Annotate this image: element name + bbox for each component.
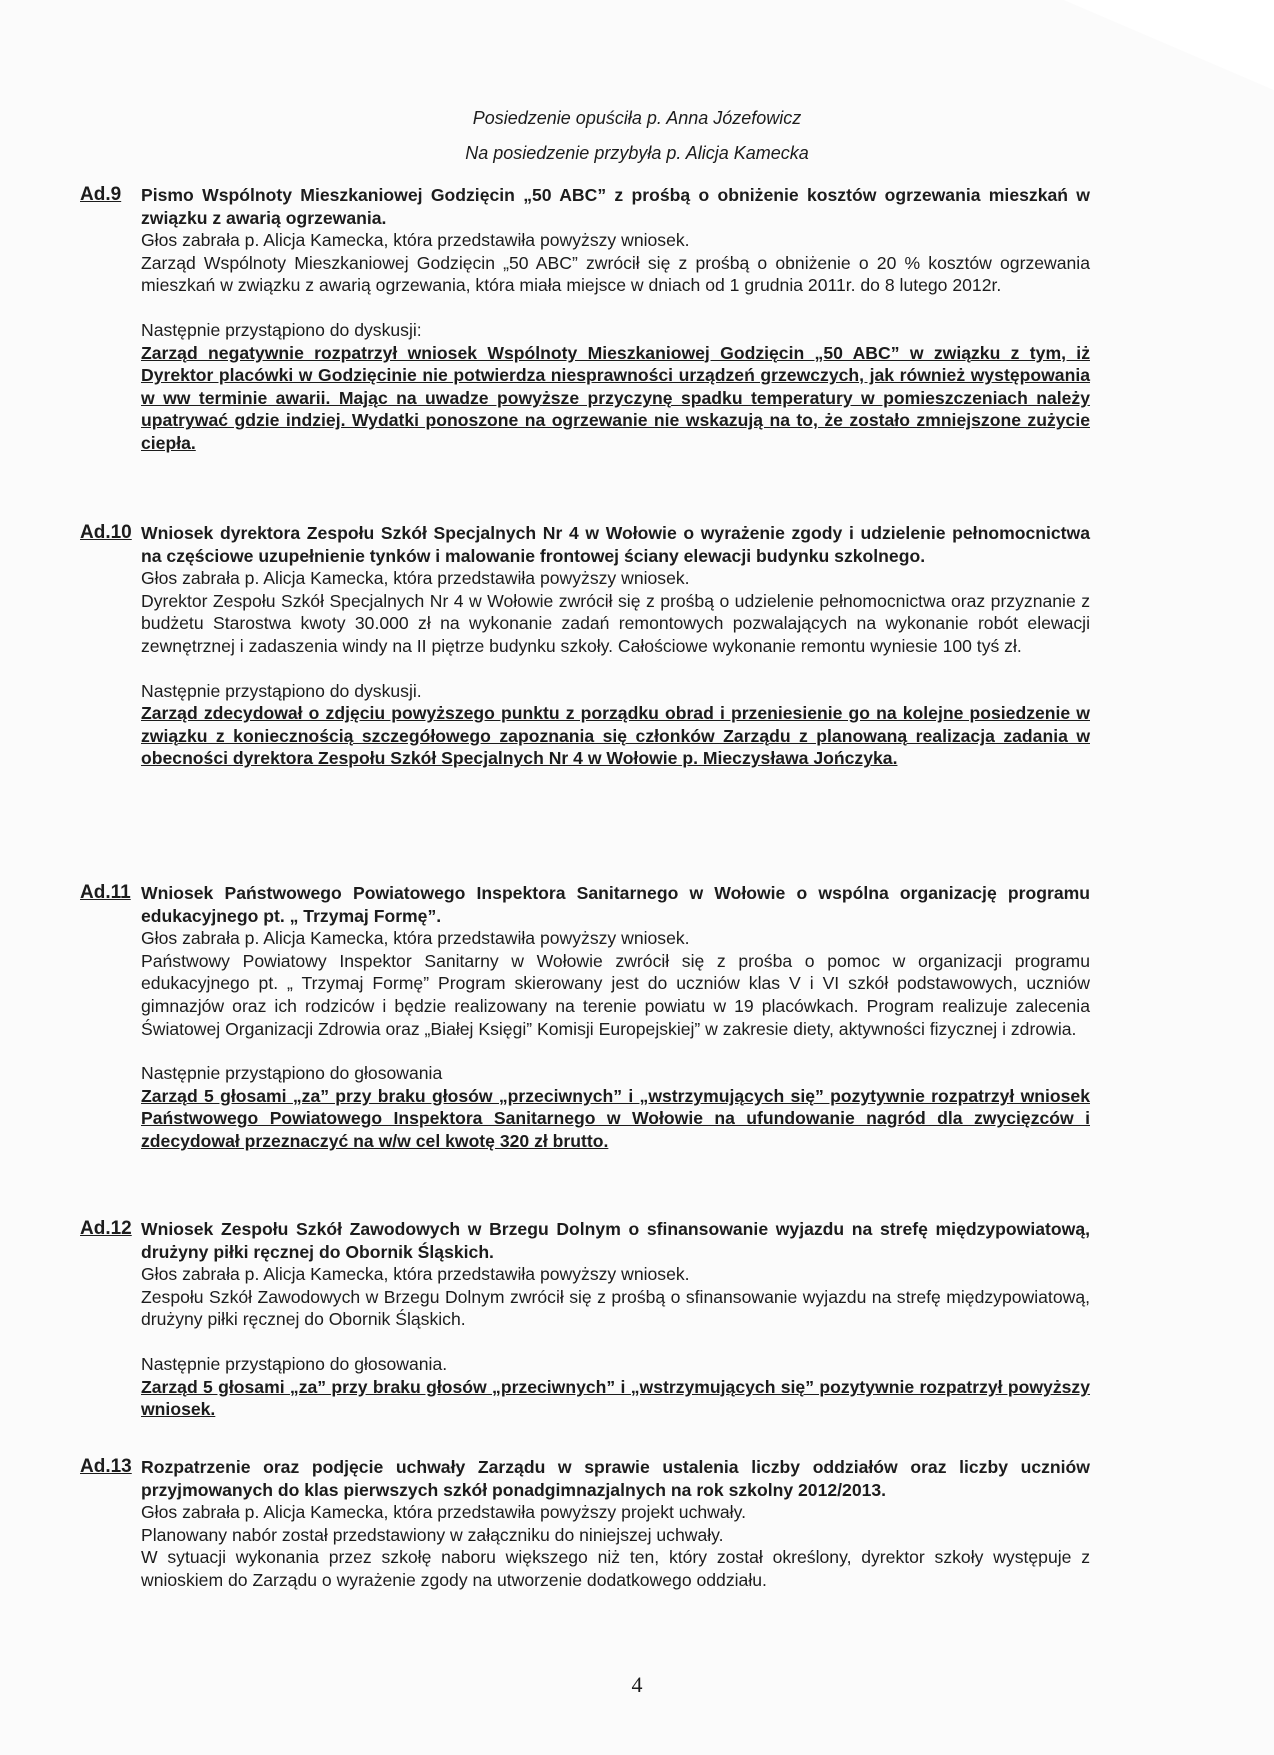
speaker-note: Głos zabrała p. Alicja Kamecka, która przedstawiła powyższy wniosek.: [141, 928, 690, 949]
procedure-note: Następnie przystąpiono do głosowania: [141, 1063, 443, 1084]
agenda-item-11: [80, 882, 1090, 1153]
item-details: Dyrektor Zespołu Szkół Specjalnych Nr 4 w Wołowie zwrócił się z prośbą o udzielenie pełnomocnictwa oraz przyznanie z budżetu Starostwa kwoty 30.000 zł na wykonanie zadań remontowych pozwalających na wykonanie robót elewacji zewnętrznej i zadaszenia windy na II piętrze budynku szkoły. Całościowe wykonanie remontu wyniesie 100 tyś zł.: [141, 590, 1090, 656]
agenda-heading: Wniosek Państwowego Powiatowego Inspektora Sanitarnego w Wołowie o wspólna organizację programu edukacyjnego pt. „ Trzymaj Formę”.: [141, 883, 1090, 926]
agenda-item-13: [80, 1456, 1090, 1592]
decision-text: Zarząd negatywnie rozpatrzył wniosek Wspólnoty Mieszkaniowej Godzięcin „50 ABC” w związku z tym, iż Dyrektor placówki w Godzięcinie nie potwierdza niesprawności urządzeń grzewczych, jak również występowania w ww terminie awarii. Mając na uwadze powyższe przyczynę spadku temperatury w pomieszczeniach należy upatrywać gdzie indziej. Wydatki ponoszone na ogrzewanie nie wskazują na to, że zostało zmniejszone zużycie ciepła.: [141, 342, 1090, 453]
agenda-item-9: [80, 184, 1090, 455]
intro-line-2: Na posiedzenie przybyła p. Alicja Kamecka: [465, 143, 809, 163]
folded-corner: [1064, 0, 1274, 90]
agenda-label: Ad.12: [80, 1218, 132, 1239]
page-number: 4: [631, 1672, 643, 1697]
agenda-heading: Wniosek dyrektora Zespołu Szkół Specjalnych Nr 4 w Wołowie o wyrażenie zgody i udzielenie pełnomocnictwa na częściowe uzupełnienie tynków i malowanie frontowej ściany elewacji budynku szkolnego.: [141, 523, 1090, 566]
item-details: Państwowy Powiatowy Inspektor Sanitarny w Wołowie zwrócił się z prośba o pomoc w organizacji programu edukacyjnego pt. „ Trzymaj Formę” Program skierowany jest do uczniów klas V i VI szkół podstawowych, uczniów gimnazjów oraz ich rodziców i będzie realizowany na terenie powiatu w 19 placówkach. Program realizuje zalecenia Światowej Organizacji Zdrowia oraz „Białej Księgi” Komisji Europejskiej” w zakresie diety, aktywności fizycznej i zdrowia.: [141, 950, 1090, 1039]
speaker-note: Głos zabrała p. Alicja Kamecka, która przedstawiła powyższy wniosek.: [141, 1264, 690, 1285]
agenda-label: Ad.9: [80, 184, 122, 205]
intro-line-1: Posiedzenie opuściła p. Anna Józefowicz: [472, 108, 802, 128]
decision-text: Zarząd 5 głosami „za” przy braku głosów „przeciwnych” i „wstrzymujących się” pozytywnie rozpatrzył wniosek Państwowego Powiatowego Inspektora Sanitarnego w Wołowie na ufundowanie nagród dla zwycięzców i zdecydował przeznaczyć na w/w cel kwotę 320 zł brutto.: [141, 1085, 1090, 1151]
agenda-label: Ad.11: [80, 882, 131, 903]
speaker-note: Głos zabrała p. Alicja Kamecka, która przedstawiła powyższy wniosek.: [141, 230, 690, 251]
agenda-heading: Pismo Wspólnoty Mieszkaniowej Godzięcin „50 ABC” z prośbą o obniżenie kosztów ogrzewania mieszkań w związku z awarią ogrzewania.: [141, 185, 1090, 228]
item-details: Planowany nabór został przedstawiony w załączniku do niniejszej uchwały.: [141, 1524, 724, 1545]
agenda-item-10: [80, 522, 1090, 770]
agenda-heading: Wniosek Zespołu Szkół Zawodowych w Brzegu Dolnym o sfinansowanie wyjazdu na strefę międzypowiatową, drużyny piłki ręcznej do Obornik Śląskich.: [141, 1219, 1090, 1262]
agenda-label: Ad.13: [80, 1456, 132, 1477]
agenda-heading: Rozpatrzenie oraz podjęcie uchwały Zarządu w sprawie ustalenia liczby oddziałów oraz liczby uczniów przyjmowanych do klas pierwszych szkół ponadgimnazjalnych na rok szkolny 2012/2013.: [141, 1457, 1090, 1500]
item-details: Zarząd Wspólnoty Mieszkaniowej Godzięcin „50 ABC” zwrócił się z prośbą o obniżenie o 20 % kosztów ogrzewania mieszkań w związku z awarią ogrzewania, która miała miejsce w dniach od 1 grudnia 2011r. do 8 lutego 2012r.: [141, 252, 1090, 296]
decision-text: Zarząd zdecydował o zdjęciu powyższego punktu z porządku obrad i przeniesienie go na kolejne posiedzenie w związku z koniecznością szczegółowego zapoznania się członków Zarządu z planowaną realizacja zadania w obecności dyrektora Zespołu Szkół Specjalnych Nr 4 w Wołowie p. Mieczysława Jończyka.: [141, 703, 1090, 769]
item-details: W sytuacji wykonania przez szkołę naboru większego niż ten, który został określony, dyrektor szkoły występuje z wnioskiem do Zarządu o wyrażenie zgody na utworzenie dodatkowego oddziału.: [141, 1547, 1090, 1590]
procedure-note: Następnie przystąpiono do dyskusji.: [141, 680, 422, 701]
agenda-item-12: [80, 1218, 1090, 1421]
procedure-note: Następnie przystąpiono do dyskusji:: [141, 319, 422, 340]
procedure-note: Następnie przystąpiono do głosowania.: [141, 1353, 448, 1374]
agenda-label: Ad.10: [80, 522, 132, 543]
speaker-note: Głos zabrała p. Alicja Kamecka, która przedstawiła powyższy projekt uchwały.: [141, 1502, 746, 1523]
speaker-note: Głos zabrała p. Alicja Kamecka, która przedstawiła powyższy wniosek.: [141, 568, 690, 589]
decision-text: Zarząd 5 głosami „za” przy braku głosów „przeciwnych” i „wstrzymujących się” pozytywnie rozpatrzył powyższy wniosek.: [141, 1376, 1090, 1420]
item-details: Zespołu Szkół Zawodowych w Brzegu Dolnym zwrócił się z prośbą o sfinansowanie wyjazdu na strefę międzypowiatową, drużyny piłki ręcznej do Obornik Śląskich.: [141, 1286, 1090, 1330]
